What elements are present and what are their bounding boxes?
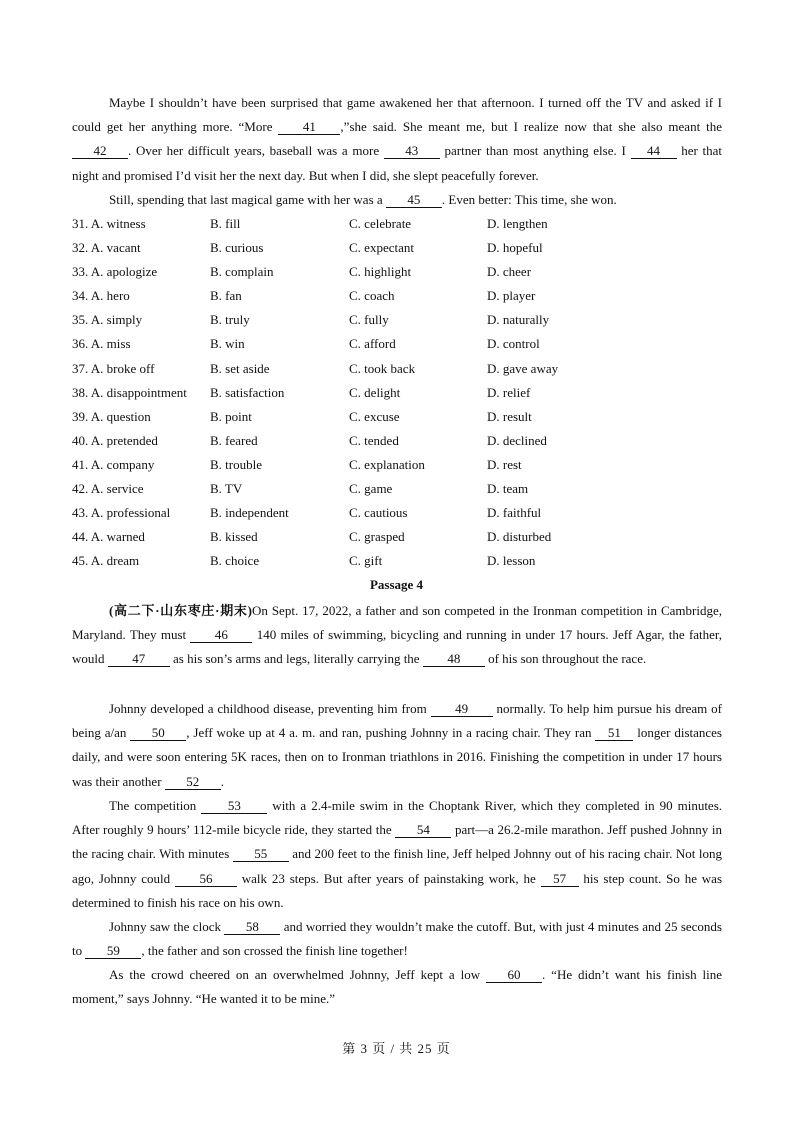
option-b: B. kissed bbox=[210, 529, 258, 545]
option-a: 38. A. disappointment bbox=[72, 384, 187, 400]
blank-50: 50 bbox=[130, 725, 186, 741]
option-row bbox=[72, 236, 722, 260]
option-c: C. highlight bbox=[349, 264, 412, 280]
option-a: 33. A. apologize bbox=[72, 264, 158, 280]
option-c: C. fully bbox=[349, 312, 389, 328]
passage3-paragraph-1: Maybe I shouldn’t have been surprised that game awakened her that afternoon. I turned off the TV and asked if I could get her anything more. “More 41 ,”she said. She meant me, but I realize now that she also meant the 42 . Over her difficult years, baseball was a more 43 partner than most anything else. I 44 her that night and promised I’d visit her the next day. But when I did, she slept peacefully forever. bbox=[72, 95, 723, 183]
option-a: 37. A. broke off bbox=[72, 360, 155, 376]
source-label: (高二下·山东枣庄·期末) bbox=[109, 603, 252, 618]
option-b: B. TV bbox=[210, 481, 243, 497]
option-c: C. explanation bbox=[349, 456, 425, 472]
passage-title: Passage 4 bbox=[369, 577, 424, 592]
option-a: 39. A. question bbox=[72, 408, 151, 424]
blank-42: 42 bbox=[72, 143, 128, 159]
passage4-paragraph-1: (高二下·山东枣庄·期末)On Sept. 17, 2022, a father and son competed in the Ironman competition in Cambridge, Maryland. They must 46 140 miles of swimming, bicycling and running in under 17 hours. Jeff Agar, the father, would 47 as his son’s arms and legs, literally carrying the 48 of his son throughout the race. bbox=[72, 603, 722, 667]
blank-43: 43 bbox=[384, 143, 440, 159]
option-c: C. game bbox=[349, 481, 393, 497]
option-b: B. satisfaction bbox=[210, 384, 285, 400]
option-row bbox=[72, 308, 722, 332]
page-footer: 第 3 页 / 共 25 页 bbox=[342, 1041, 451, 1056]
option-d: D. control bbox=[487, 336, 540, 352]
option-d: D. gave away bbox=[487, 360, 559, 376]
options-list bbox=[72, 212, 722, 573]
option-row bbox=[72, 453, 722, 477]
option-a: 31. A. witness bbox=[72, 216, 146, 231]
option-d: D. player bbox=[487, 288, 536, 304]
blank-45: 45 bbox=[386, 192, 442, 208]
blank-53: 53 bbox=[201, 798, 267, 814]
option-row bbox=[72, 429, 722, 453]
blank-59: 59 bbox=[85, 943, 141, 959]
option-a: 36. A. miss bbox=[72, 336, 131, 352]
option-b: B. trouble bbox=[210, 456, 262, 472]
blank-55: 55 bbox=[233, 846, 289, 862]
option-c: C. celebrate bbox=[349, 216, 412, 231]
option-b: B. choice bbox=[210, 553, 260, 569]
option-a: 45. A. dream bbox=[72, 553, 140, 569]
option-d: D. lesson bbox=[487, 553, 536, 569]
option-d: D. faithful bbox=[487, 505, 542, 521]
blank-46: 46 bbox=[190, 627, 252, 643]
passage4-paragraph-4: Johnny saw the clock 58 and worried they wouldn’t make the cutoff. But, with just 4 minutes and 25 seconds to 59 , the father and son crossed the finish line together! bbox=[72, 919, 722, 959]
option-a: 32. A. vacant bbox=[72, 240, 141, 256]
option-d: D. naturally bbox=[487, 312, 550, 328]
option-row bbox=[72, 549, 722, 573]
blank-57: 57 bbox=[541, 871, 579, 887]
option-row bbox=[72, 477, 722, 501]
blank-56: 56 bbox=[175, 871, 237, 887]
option-d: D. declined bbox=[487, 432, 547, 448]
option-c: C. gift bbox=[349, 553, 383, 569]
option-b: B. point bbox=[210, 408, 252, 424]
passage4-paragraph-2: Johnny developed a childhood disease, preventing him from 49 normally. To help him pursue his dream of being a/an 50 , Jeff woke up at 4 a. m. and ran, pushing Johnny in a racing chair. They ran 51 longer distances daily, and were soon entering 5K races, then on to Ironman triathlons in 2016. Finishing the competition in under 17 hours was their another 52 . bbox=[72, 701, 723, 789]
blank-54: 54 bbox=[395, 822, 451, 838]
option-c: C. expectant bbox=[349, 240, 414, 256]
option-b: B. set aside bbox=[210, 360, 270, 376]
blank-47: 47 bbox=[108, 651, 170, 667]
option-d: D. cheer bbox=[487, 264, 532, 280]
blank-44: 44 bbox=[631, 143, 677, 159]
option-c: C. delight bbox=[349, 384, 401, 400]
option-b: B. fill bbox=[210, 216, 241, 231]
blank-48: 48 bbox=[423, 651, 485, 667]
blank-60: 60 bbox=[486, 967, 542, 983]
option-b: B. fan bbox=[210, 288, 242, 304]
option-c: C. coach bbox=[349, 288, 395, 304]
option-row bbox=[72, 501, 722, 525]
option-a: 44. A. warned bbox=[72, 529, 145, 545]
passage4-paragraph-3: The competition 53 with a 2.4-mile swim in the Choptank River, which they completed in 90 minutes. After roughly 9 hours’ 112-mile bicycle ride, they started the 54 part—a 26.2-mile marathon. Jeff pushed Johnny in the racing chair. With minutes 55 and 200 feet to the finish line, Jeff helped Johnny out of his racing chair. Not long ago, Johnny could 56 walk 23 steps. But after years of painstaking work, he 57 his step count. So he was determined to finish his race on his own. bbox=[72, 798, 723, 910]
option-a: 43. A. professional bbox=[72, 505, 171, 521]
option-row bbox=[72, 525, 722, 549]
option-row bbox=[72, 260, 722, 284]
option-c: C. excuse bbox=[349, 408, 400, 424]
option-c: C. took back bbox=[349, 360, 416, 376]
option-a: 41. A. company bbox=[72, 456, 155, 472]
blank-51: 51 bbox=[595, 725, 633, 741]
option-b: B. independent bbox=[210, 505, 289, 521]
option-a: 35. A. simply bbox=[72, 312, 143, 328]
blank-52: 52 bbox=[165, 774, 221, 790]
option-a: 42. A. service bbox=[72, 481, 144, 497]
option-d: D. lengthen bbox=[487, 216, 548, 231]
option-row bbox=[72, 332, 722, 356]
option-c: C. tended bbox=[349, 432, 399, 448]
option-b: B. curious bbox=[210, 240, 264, 256]
option-d: D. relief bbox=[487, 384, 531, 400]
option-a: 34. A. hero bbox=[72, 288, 130, 304]
option-d: D. rest bbox=[487, 456, 522, 472]
option-a: 40. A. pretended bbox=[72, 432, 158, 448]
option-d: D. team bbox=[487, 481, 529, 497]
blank-49: 49 bbox=[431, 701, 493, 717]
option-b: B. truly bbox=[210, 312, 250, 328]
blank-41: 41 bbox=[278, 119, 340, 135]
option-row bbox=[72, 357, 722, 381]
option-c: C. cautious bbox=[349, 505, 408, 521]
option-row bbox=[72, 381, 722, 405]
option-d: D. hopeful bbox=[487, 240, 543, 256]
option-row bbox=[72, 405, 722, 429]
passage4-paragraph-5: As the crowd cheered on an overwhelmed Johnny, Jeff kept a low 60 . “He didn’t want his finish line moment,” says Johnny. “He wanted it to be mine.” bbox=[72, 967, 723, 1007]
option-c: C. grasped bbox=[349, 529, 405, 545]
option-c: C. afford bbox=[349, 336, 396, 352]
option-row bbox=[72, 284, 722, 308]
blank-58: 58 bbox=[224, 919, 280, 935]
passage3-paragraph-2: Still, spending that last magical game with her was a 45 . Even better: This time, she won. bbox=[109, 192, 617, 207]
option-b: B. complain bbox=[210, 264, 274, 280]
option-b: B. feared bbox=[210, 432, 258, 448]
option-d: D. disturbed bbox=[487, 529, 552, 545]
option-row bbox=[72, 212, 722, 236]
option-d: D. result bbox=[487, 408, 532, 424]
option-b: B. win bbox=[210, 336, 245, 352]
